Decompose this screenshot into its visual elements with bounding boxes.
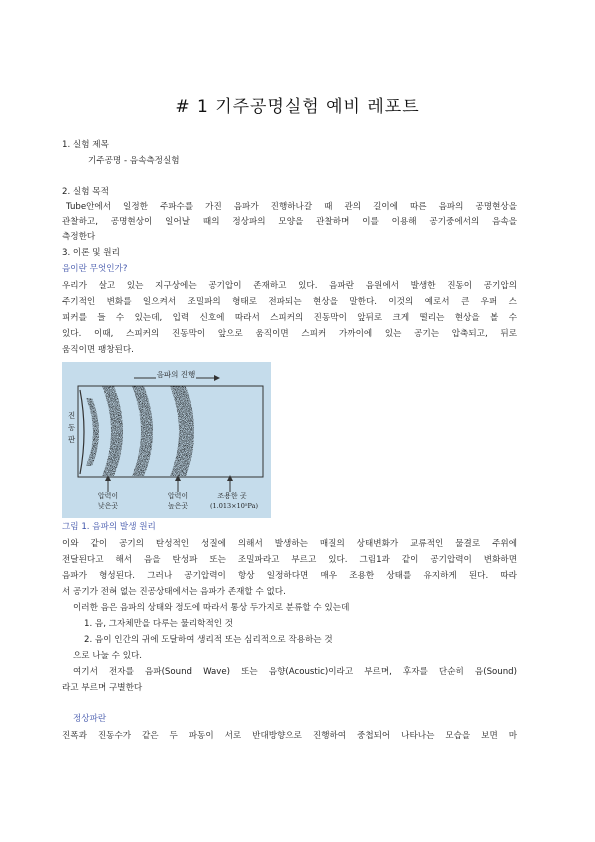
section-2-heading: 2. 실험 목적 bbox=[62, 187, 109, 197]
label-quiet: (1.013×10⁵Pa) bbox=[210, 502, 258, 510]
label-low-pressure: 압력이 bbox=[97, 492, 119, 500]
label-quiet: 조용한 곳 bbox=[217, 492, 247, 500]
section-1-body: 기주공명 - 음속측정실험 bbox=[88, 156, 180, 166]
section-2-line: Tube안에서 일정한 주파수를 가진 음파가 진행하나갈 때 관의 길이에 따른 음파의 공명현상을 bbox=[66, 202, 517, 212]
section-3-heading: 3. 이론 및 원리 bbox=[62, 248, 120, 258]
paragraph-line: 움직이면 팽창된다. bbox=[62, 345, 134, 355]
paragraph-line: 피커를 들 수 있는데, 입력 신호에 따라서 스피커의 진동막이 앞뒤로 크게 떨리는 현상을 볼 수 bbox=[62, 313, 517, 323]
paragraph-line: 이러한 음은 음파의 상태와 정도에 따라서 통상 두가지로 분류할 수 있는데 bbox=[73, 603, 350, 613]
section-1-heading: 1. 실험 제목 bbox=[62, 140, 109, 150]
arrow-head bbox=[227, 475, 233, 481]
side-label-char: 진 bbox=[68, 411, 76, 420]
compression-bands bbox=[86, 386, 194, 476]
section-2-line: 관찰하고, 공명현상이 일어날 때의 정상파의 모양을 관찰하며 이를 이용해 공기중에서의 음속을 bbox=[62, 217, 517, 227]
paragraph-line: 음파가 형성된다. 그러나 공기압력이 항상 일정하다면 매우 조용한 상태를 유지하게 된다. 따라 bbox=[62, 571, 517, 581]
paragraph-line: 진폭과 진동수가 같은 두 파동이 서로 반대방향으로 진행하여 중첩되어 나타나는 모습을 보면 마 bbox=[62, 731, 517, 741]
label-high-pressure: 높은곳 bbox=[167, 502, 189, 510]
label-high-pressure: 압력이 bbox=[167, 492, 189, 500]
section-2-line: 측정한다 bbox=[62, 232, 96, 242]
paragraph-line: 라고 부르며 구별한다 bbox=[62, 683, 143, 693]
page-title: # 1 기주공명실험 예비 레포트 bbox=[175, 97, 420, 117]
tube-outline bbox=[78, 386, 263, 477]
side-label-char: 동 bbox=[68, 423, 76, 432]
sound-wave-figure bbox=[62, 362, 271, 518]
paragraph-line: 여기서 전자를 음파(Sound Wave) 또는 음향(Acoustic)이라고 부르며, 후자를 단순히 음(Sound) bbox=[73, 667, 517, 677]
section-3-subheading: 음이란 무엇인가? bbox=[62, 264, 128, 274]
sound-wave-diagram bbox=[62, 362, 271, 518]
list-item: 2. 음이 인간의 귀에 도달하여 생리적 또는 심리적으로 작용하는 것 bbox=[84, 635, 333, 645]
label-low-pressure: 낮은곳 bbox=[97, 502, 119, 510]
standing-wave-subheading: 정상파란 bbox=[73, 714, 107, 724]
side-label-char: 판 bbox=[68, 435, 76, 444]
diaphragm bbox=[80, 390, 84, 474]
arrow-head bbox=[214, 375, 220, 381]
figure-caption: 그림 1. 음파의 발생 원리 bbox=[62, 522, 156, 532]
paragraph-line: 주기적인 변화를 일으켜서 조밀파의 형태로 전파되는 현상을 말한다. 이것의 예로서 큰 우퍼 스 bbox=[62, 297, 517, 307]
paragraph-line: 이와 같이 공기의 탄성적인 성질에 의해서 발생하는 매질의 상태변화가 교류적인 물결로 주위에 bbox=[62, 539, 517, 549]
top-label: 음파의 진행 bbox=[156, 370, 196, 379]
list-item: 1. 음, 그자체만을 다루는 물리학적인 것 bbox=[84, 619, 234, 629]
paragraph-line: 서 공기가 전혀 없는 진공상태에서는 음파가 존재할 수 없다. bbox=[62, 587, 286, 597]
paragraph-line: 으로 나눌 수 있다. bbox=[73, 651, 143, 661]
paragraph-line: 우리가 살고 있는 지구상에는 공기압이 존재하고 있다. 음파란 음원에서 발생한 진동이 공기압의 bbox=[62, 281, 517, 291]
paragraph-line: 전달된다고 해서 음을 탄성파 또는 조밀파라고 부르고 있다. 그림1과 같이 공기압력이 변화하면 bbox=[62, 555, 517, 565]
paragraph-line: 있다. 이때, 스피커의 진동막이 앞으로 움직이면 스피커 가까이에 있는 공기는 압축되고, 뒤로 bbox=[62, 329, 517, 339]
